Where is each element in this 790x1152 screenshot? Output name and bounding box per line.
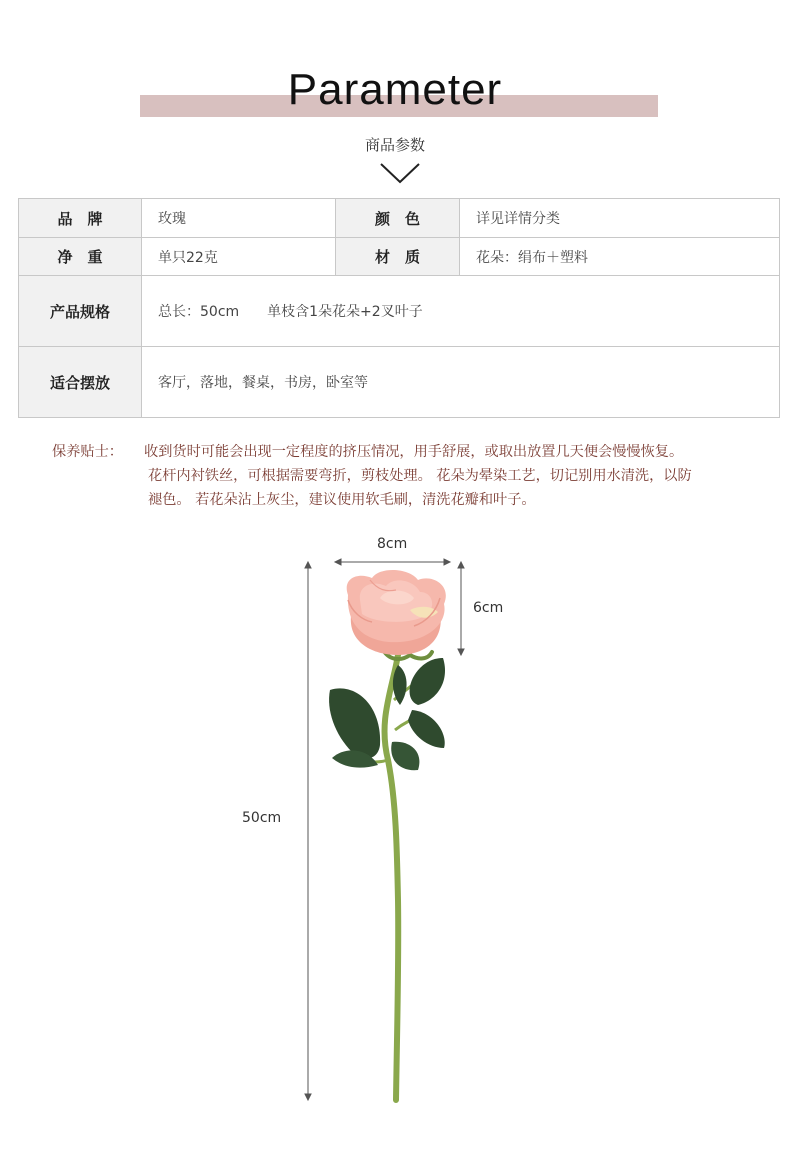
rose-leaf bbox=[408, 710, 445, 748]
brand-label: 品 牌 bbox=[19, 199, 142, 238]
material-label: 材 质 bbox=[336, 238, 460, 276]
rose-leaf bbox=[391, 742, 419, 770]
rose-leaf bbox=[329, 688, 380, 758]
rose-stem bbox=[385, 655, 399, 1100]
page-subtitle: 商品参数 bbox=[364, 136, 425, 154]
care-tips-lead: 保养贴士： bbox=[52, 444, 123, 460]
head-height-dimension-line bbox=[458, 562, 464, 655]
care-tips-line1: 收到货时可能会出现一定程度的挤压情况，用手舒展，或取出放置几天便会慢慢恢复。 bbox=[144, 444, 684, 460]
brand-value: 玫瑰 bbox=[142, 199, 336, 238]
color-label: 颜 色 bbox=[336, 199, 460, 238]
rose-flower bbox=[347, 570, 446, 655]
color-value: 详见详情分类 bbox=[460, 199, 780, 238]
care-tips-line2: 花杆内衬铁丝，可根据需要弯折，剪枝处理。 花朵为晕染工艺，切记别用水清洗，以防 bbox=[148, 468, 692, 484]
head-height-dimension-label: 6cm bbox=[473, 600, 504, 616]
placement-label: 适合摆放 bbox=[19, 347, 142, 418]
material-value: 花朵：绢布＋塑料 bbox=[460, 238, 780, 276]
care-tips-line3: 褪色。 若花朵沾上灰尘，建议使用软毛刷，清洗花瓣和叶子。 bbox=[148, 492, 536, 508]
placement-value: 客厅，落地，餐桌，书房，卧室等 bbox=[142, 347, 780, 418]
page-title: Parameter bbox=[287, 65, 503, 114]
total-length-dimension-line bbox=[305, 562, 311, 1100]
width-dimension-line bbox=[335, 559, 450, 565]
weight-value: 单只22克 bbox=[142, 238, 336, 276]
weight-label: 净 重 bbox=[19, 238, 142, 276]
width-dimension-label: 8cm bbox=[377, 536, 408, 552]
spec-label: 产品规格 bbox=[19, 276, 142, 347]
rose-leaf bbox=[410, 658, 445, 705]
spec-value: 总长：50cm 单枝含1朵花朵+2叉叶子 bbox=[142, 276, 780, 347]
total-length-dimension-label: 50cm bbox=[242, 810, 282, 826]
